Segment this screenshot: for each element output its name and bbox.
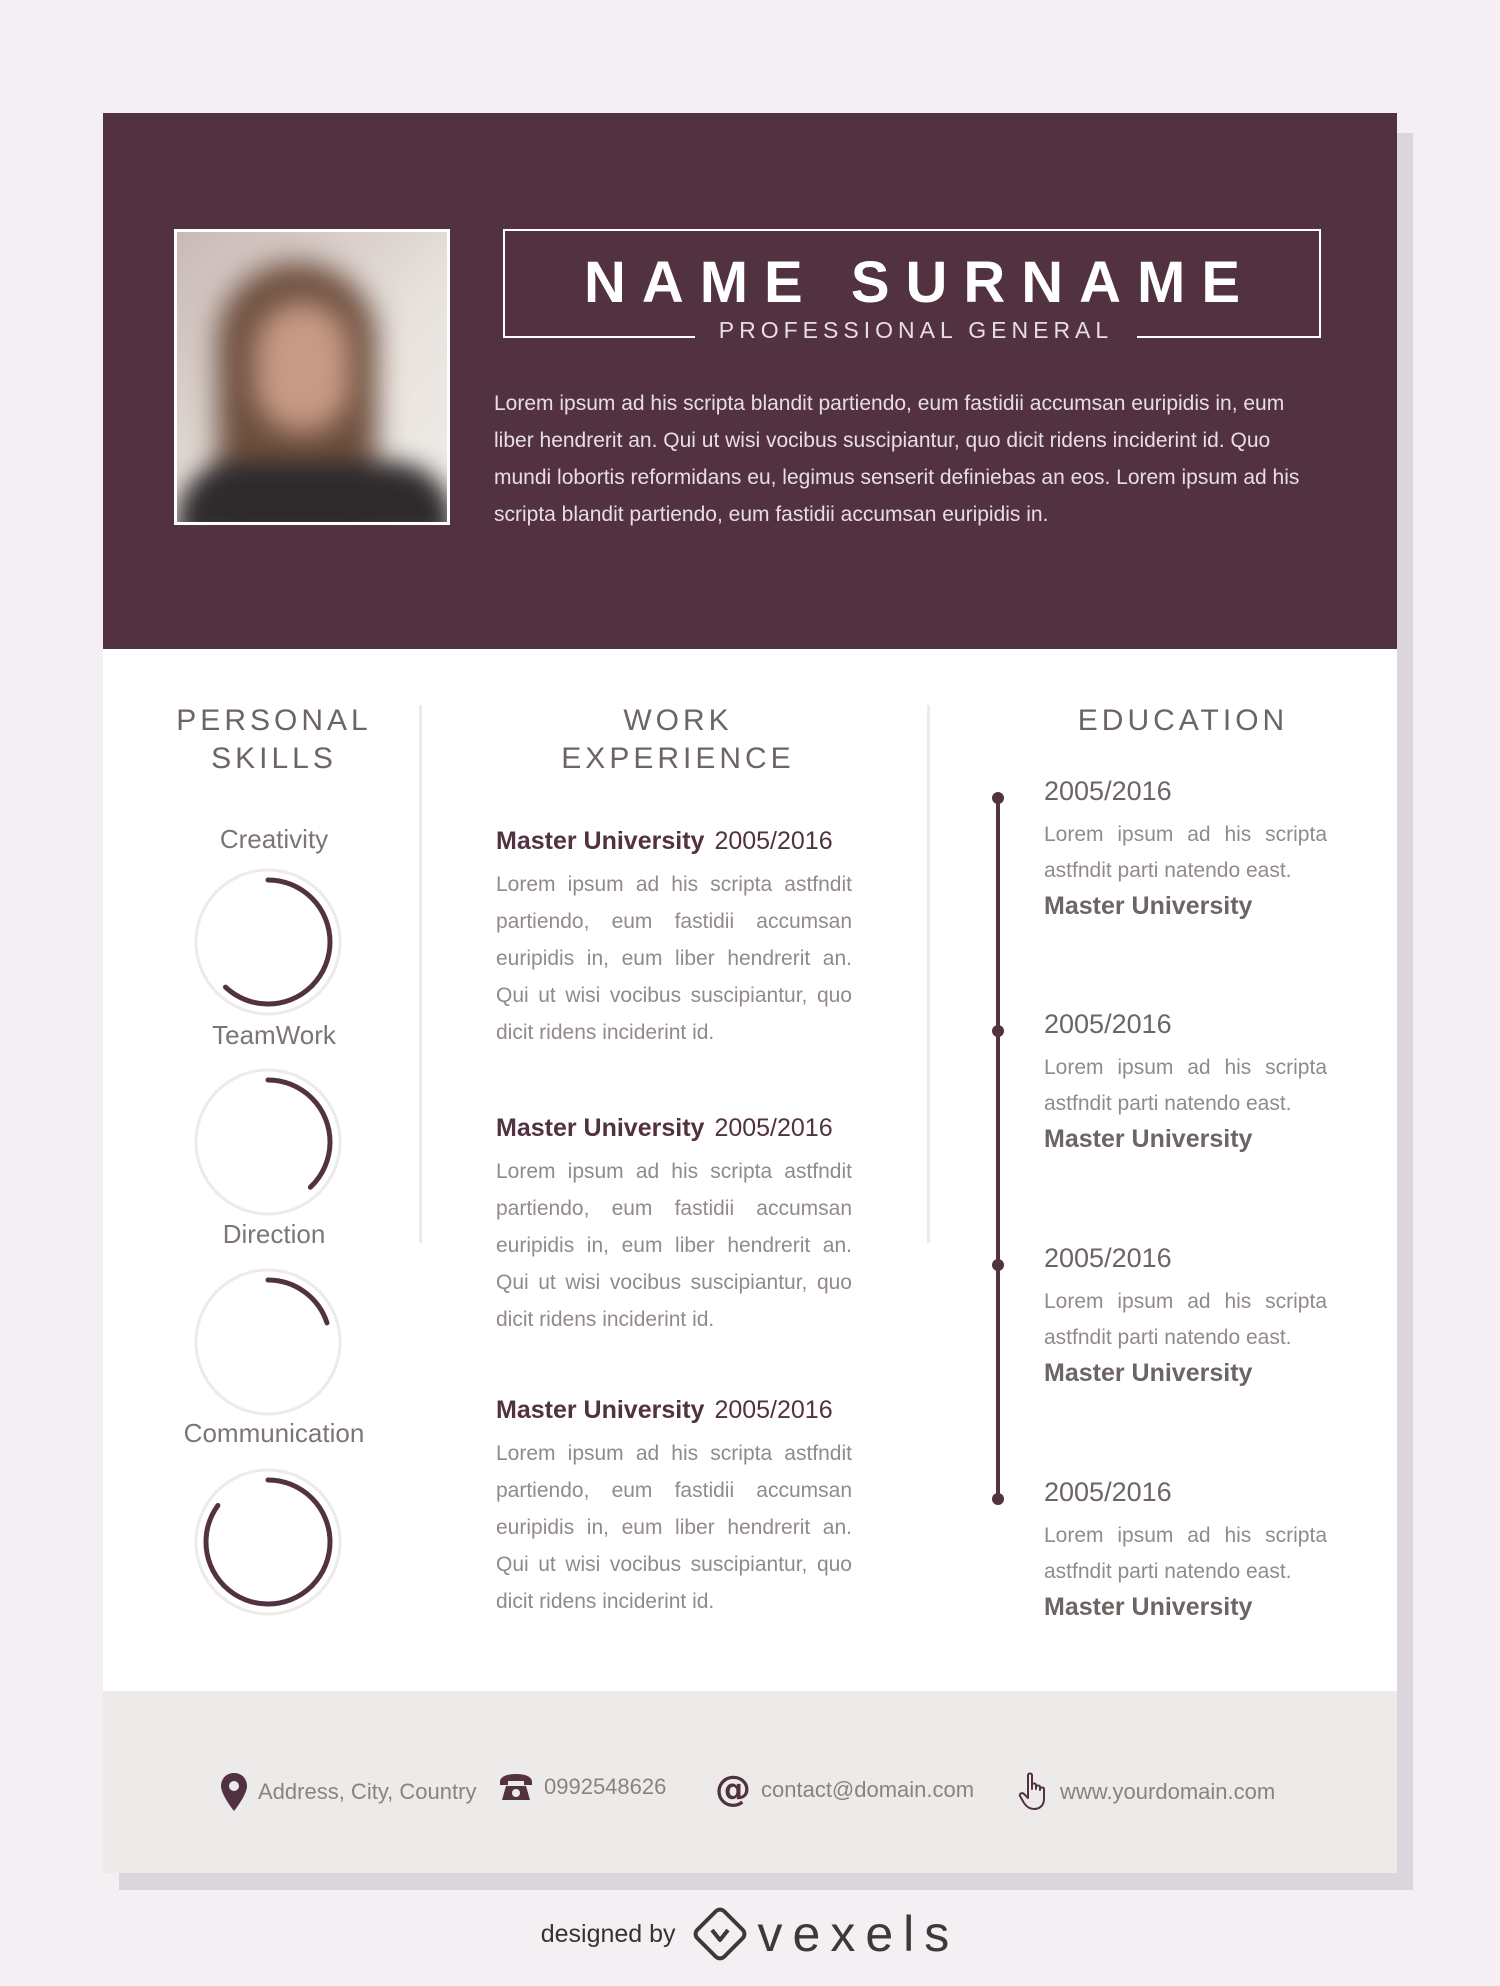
job-title: Master University 2005/2016 <box>496 827 833 855</box>
job-title: Master University 2005/2016 <box>496 1396 833 1424</box>
education-school: Master University <box>1044 1593 1253 1621</box>
education-school: Master University <box>1044 1125 1253 1153</box>
profession-title: PROFESSIONAL GENERAL <box>695 318 1137 342</box>
skill-ring <box>193 1067 343 1217</box>
contact-address: Address, City, Country <box>220 1772 476 1812</box>
timeline-dot <box>992 1259 1004 1271</box>
profile-photo <box>174 229 450 525</box>
location-pin-icon <box>220 1772 248 1812</box>
skill-ring <box>193 1267 343 1417</box>
education-school: Master University <box>1044 1359 1253 1387</box>
column-divider <box>419 705 422 1243</box>
skill-label: TeamWork <box>212 1020 336 1050</box>
skill-label: Direction <box>222 1219 326 1249</box>
contact-phone: 0992548626 <box>498 1772 666 1802</box>
svg-text:@: @ <box>715 1772 751 1808</box>
column-divider <box>927 705 930 1243</box>
phone-icon <box>498 1772 534 1802</box>
education-date: 2005/2016 <box>1044 1009 1172 1039</box>
job-description: Lorem ipsum ad his scripta astfndit partiendo, eum fastidii accumsan euripidis in, eum liber hendrerit an. Qui ut wisi vocibus suscipiantur, quo dicit ridens inciderint id. <box>496 1160 852 1331</box>
job-title: Master University 2005/2016 <box>496 1114 833 1142</box>
pointer-hand-icon <box>1018 1772 1050 1812</box>
education-heading: EDUCATION <box>1077 704 1289 737</box>
designer-credit <box>0 1905 1500 1963</box>
education-school: Master University <box>1044 892 1253 920</box>
credit-text: designed by <box>540 1919 676 1948</box>
skill-ring <box>193 1467 343 1617</box>
full-name: NAME SURNAME <box>583 250 1257 315</box>
vexels-logo-icon <box>692 1906 748 1962</box>
education-description: Lorem ipsum ad his scripta astfndit parti natendo east. <box>1044 1290 1327 1349</box>
skills-heading: PERSONAL SKILLS <box>176 704 372 775</box>
timeline-dot <box>992 792 1004 804</box>
education-date: 2005/2016 <box>1044 776 1172 806</box>
timeline-dot <box>992 1493 1004 1505</box>
education-date: 2005/2016 <box>1044 1477 1172 1507</box>
job-description: Lorem ipsum ad his scripta astfndit partiendo, eum fastidii accumsan euripidis in, eum liber hendrerit an. Qui ut wisi vocibus suscipiantur, quo dicit ridens inciderint id. <box>496 873 852 1044</box>
education-date: 2005/2016 <box>1044 1243 1172 1273</box>
timeline-dot <box>992 1025 1004 1037</box>
job-description: Lorem ipsum ad his scripta astfndit partiendo, eum fastidii accumsan euripidis in, eum liber hendrerit an. Qui ut wisi vocibus suscipiantur, quo dicit ridens inciderint id. <box>496 1442 852 1613</box>
education-timeline <box>996 793 1000 1497</box>
brand-name: vexels <box>757 1906 960 1962</box>
contact-website: www.yourdomain.com <box>1018 1772 1275 1812</box>
education-description: Lorem ipsum ad his scripta astfndit parti natendo east. <box>1044 1524 1327 1583</box>
at-sign-icon <box>715 1772 751 1808</box>
education-description: Lorem ipsum ad his scripta astfndit parti natendo east. <box>1044 1056 1327 1115</box>
resume-header <box>103 113 1397 649</box>
resume-sheet <box>103 113 1397 1873</box>
contact-email: @ contact@domain.com <box>715 1772 974 1808</box>
contact-footer <box>103 1691 1397 1873</box>
skill-label: Creativity <box>219 824 329 854</box>
skill-ring <box>193 867 343 1017</box>
summary-text: Lorem ipsum ad his scripta blandit partiendo, eum fastidii accumsan euripidis in, eum liber hendrerit an. Qui ut wisi vocibus suscipiantur, quo dicit ridens inciderint id. Quo mundi lobortis reformidans eu, legimus senserit definiebas an eos. Lorem ipsum ad his scripta blandit partiendo, eum fastidii accumsan euripidis in. <box>494 392 1300 526</box>
education-description: Lorem ipsum ad his scripta astfndit parti natendo east. <box>1044 823 1327 882</box>
skill-label: Communication <box>183 1418 365 1448</box>
work-heading: WORK EXPERIENCE <box>561 704 795 775</box>
